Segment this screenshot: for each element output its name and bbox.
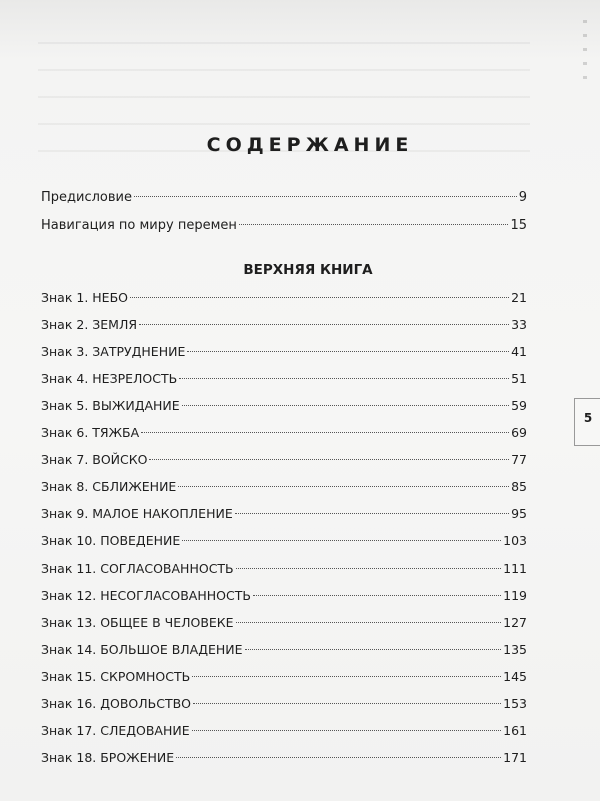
toc-entry-label: Знак 7. ВОЙСКО (41, 452, 148, 467)
toc-entry-page: 21 (511, 290, 527, 305)
toc-entry (41, 189, 527, 207)
toc-entry-page: 85 (511, 479, 527, 494)
toc-entry (41, 614, 527, 632)
toc-entry (41, 668, 527, 686)
toc-entry (41, 478, 527, 496)
toc-entry (41, 749, 527, 767)
toc-entry-page: 103 (503, 533, 527, 548)
toc-entry-page: 15 (510, 218, 527, 233)
page-number-tab (574, 398, 600, 446)
dot-leader (236, 622, 502, 623)
page-title: СОДЕРЖАНИЕ (206, 134, 414, 156)
toc-entry (41, 587, 527, 605)
toc-entry-page: 77 (511, 452, 527, 467)
dot-leader (182, 405, 509, 406)
toc-entry (41, 217, 527, 235)
toc-entry-label: Знак 16. ДОВОЛЬСТВО (41, 696, 191, 711)
toc-entry-label: Знак 17. СЛЕДОВАНИЕ (41, 723, 190, 738)
toc-entry (41, 560, 527, 578)
toc-entry-label: Знак 14. БОЛЬШОЕ ВЛАДЕНИЕ (41, 642, 243, 657)
toc-entry-page: 111 (503, 561, 527, 576)
toc-entry-label: Знак 10. ПОВЕДЕНИЕ (41, 533, 181, 548)
dot-leader (235, 513, 509, 514)
toc-entry (41, 289, 527, 307)
toc-entry-page: 127 (503, 615, 527, 630)
toc-entry (41, 343, 527, 361)
toc-entry (41, 397, 527, 415)
toc-entry-page: 161 (503, 723, 527, 738)
toc-entry-page: 145 (503, 669, 527, 684)
dot-leader (179, 378, 509, 379)
dot-leader (149, 459, 509, 460)
toc-entry-page: 135 (503, 642, 527, 657)
toc-entry (41, 370, 527, 388)
page-number: 5 (583, 411, 593, 425)
toc-entry-label: Знак 2. ЗЕМЛЯ (41, 317, 138, 332)
dot-leader (193, 703, 501, 704)
dot-leader (141, 432, 509, 433)
toc-entry-label: Знак 1. НЕБО (41, 290, 128, 305)
toc-entry (41, 451, 527, 469)
toc-entry-page: 119 (503, 588, 527, 603)
toc-entry-label: Знак 5. ВЫЖИДАНИЕ (41, 398, 180, 413)
dot-leader (134, 196, 517, 197)
dot-leader (192, 676, 501, 677)
page-edge-marks (583, 20, 587, 80)
toc-entry (41, 695, 527, 713)
toc-entry-page: 51 (511, 371, 527, 386)
toc-entry (41, 722, 527, 740)
dot-leader (187, 351, 509, 352)
dot-leader (239, 224, 509, 225)
toc-entry (41, 641, 527, 659)
toc-entry-page: 95 (511, 506, 527, 521)
toc-entry (41, 505, 527, 523)
toc-entry-page: 171 (503, 750, 527, 765)
toc-entry-label: Знак 6. ТЯЖБА (41, 425, 140, 440)
toc-entry-label: Знак 18. БРОЖЕНИЕ (41, 750, 175, 765)
toc-entry-label: Знак 3. ЗАТРУДНЕНИЕ (41, 344, 186, 359)
toc-entry-page: 41 (511, 344, 527, 359)
toc-entry-label: Знак 13. ОБЩЕЕ В ЧЕЛОВЕКЕ (41, 615, 234, 630)
dot-leader (245, 649, 502, 650)
toc-entry (41, 532, 527, 550)
toc-entry-page: 9 (518, 190, 527, 205)
dot-leader (236, 568, 502, 569)
toc-entry-label: Навигация по миру перемен (41, 218, 237, 233)
section-title: ВЕРХНЯЯ КНИГА (243, 262, 373, 278)
toc-entry (41, 424, 527, 442)
toc-entry-label: Знак 12. НЕСОГЛАСОВАННОСТЬ (41, 588, 251, 603)
dot-leader (176, 757, 501, 758)
toc-entry-label: Знак 9. МАЛОЕ НАКОПЛЕНИЕ (41, 506, 233, 521)
dot-leader (178, 486, 509, 487)
toc-entry-label: Знак 15. СКРОМНОСТЬ (41, 669, 191, 684)
toc-entry-label: Знак 8. СБЛИЖЕНИЕ (41, 479, 177, 494)
toc-entry-label: Предисловие (41, 190, 132, 205)
toc-entry-label: Знак 4. НЕЗРЕЛОСТЬ (41, 371, 178, 386)
toc-entry-page: 69 (511, 425, 527, 440)
dot-leader (130, 297, 509, 298)
dot-leader (139, 324, 509, 325)
toc-entry-label: Знак 11. СОГЛАСОВАННОСТЬ (41, 561, 234, 576)
toc-entry-page: 153 (503, 696, 527, 711)
toc-entry (41, 316, 527, 334)
toc-entry-page: 59 (511, 398, 527, 413)
dot-leader (253, 595, 501, 596)
dot-leader (192, 730, 502, 731)
dot-leader (182, 540, 501, 541)
toc-entry-page: 33 (511, 317, 527, 332)
